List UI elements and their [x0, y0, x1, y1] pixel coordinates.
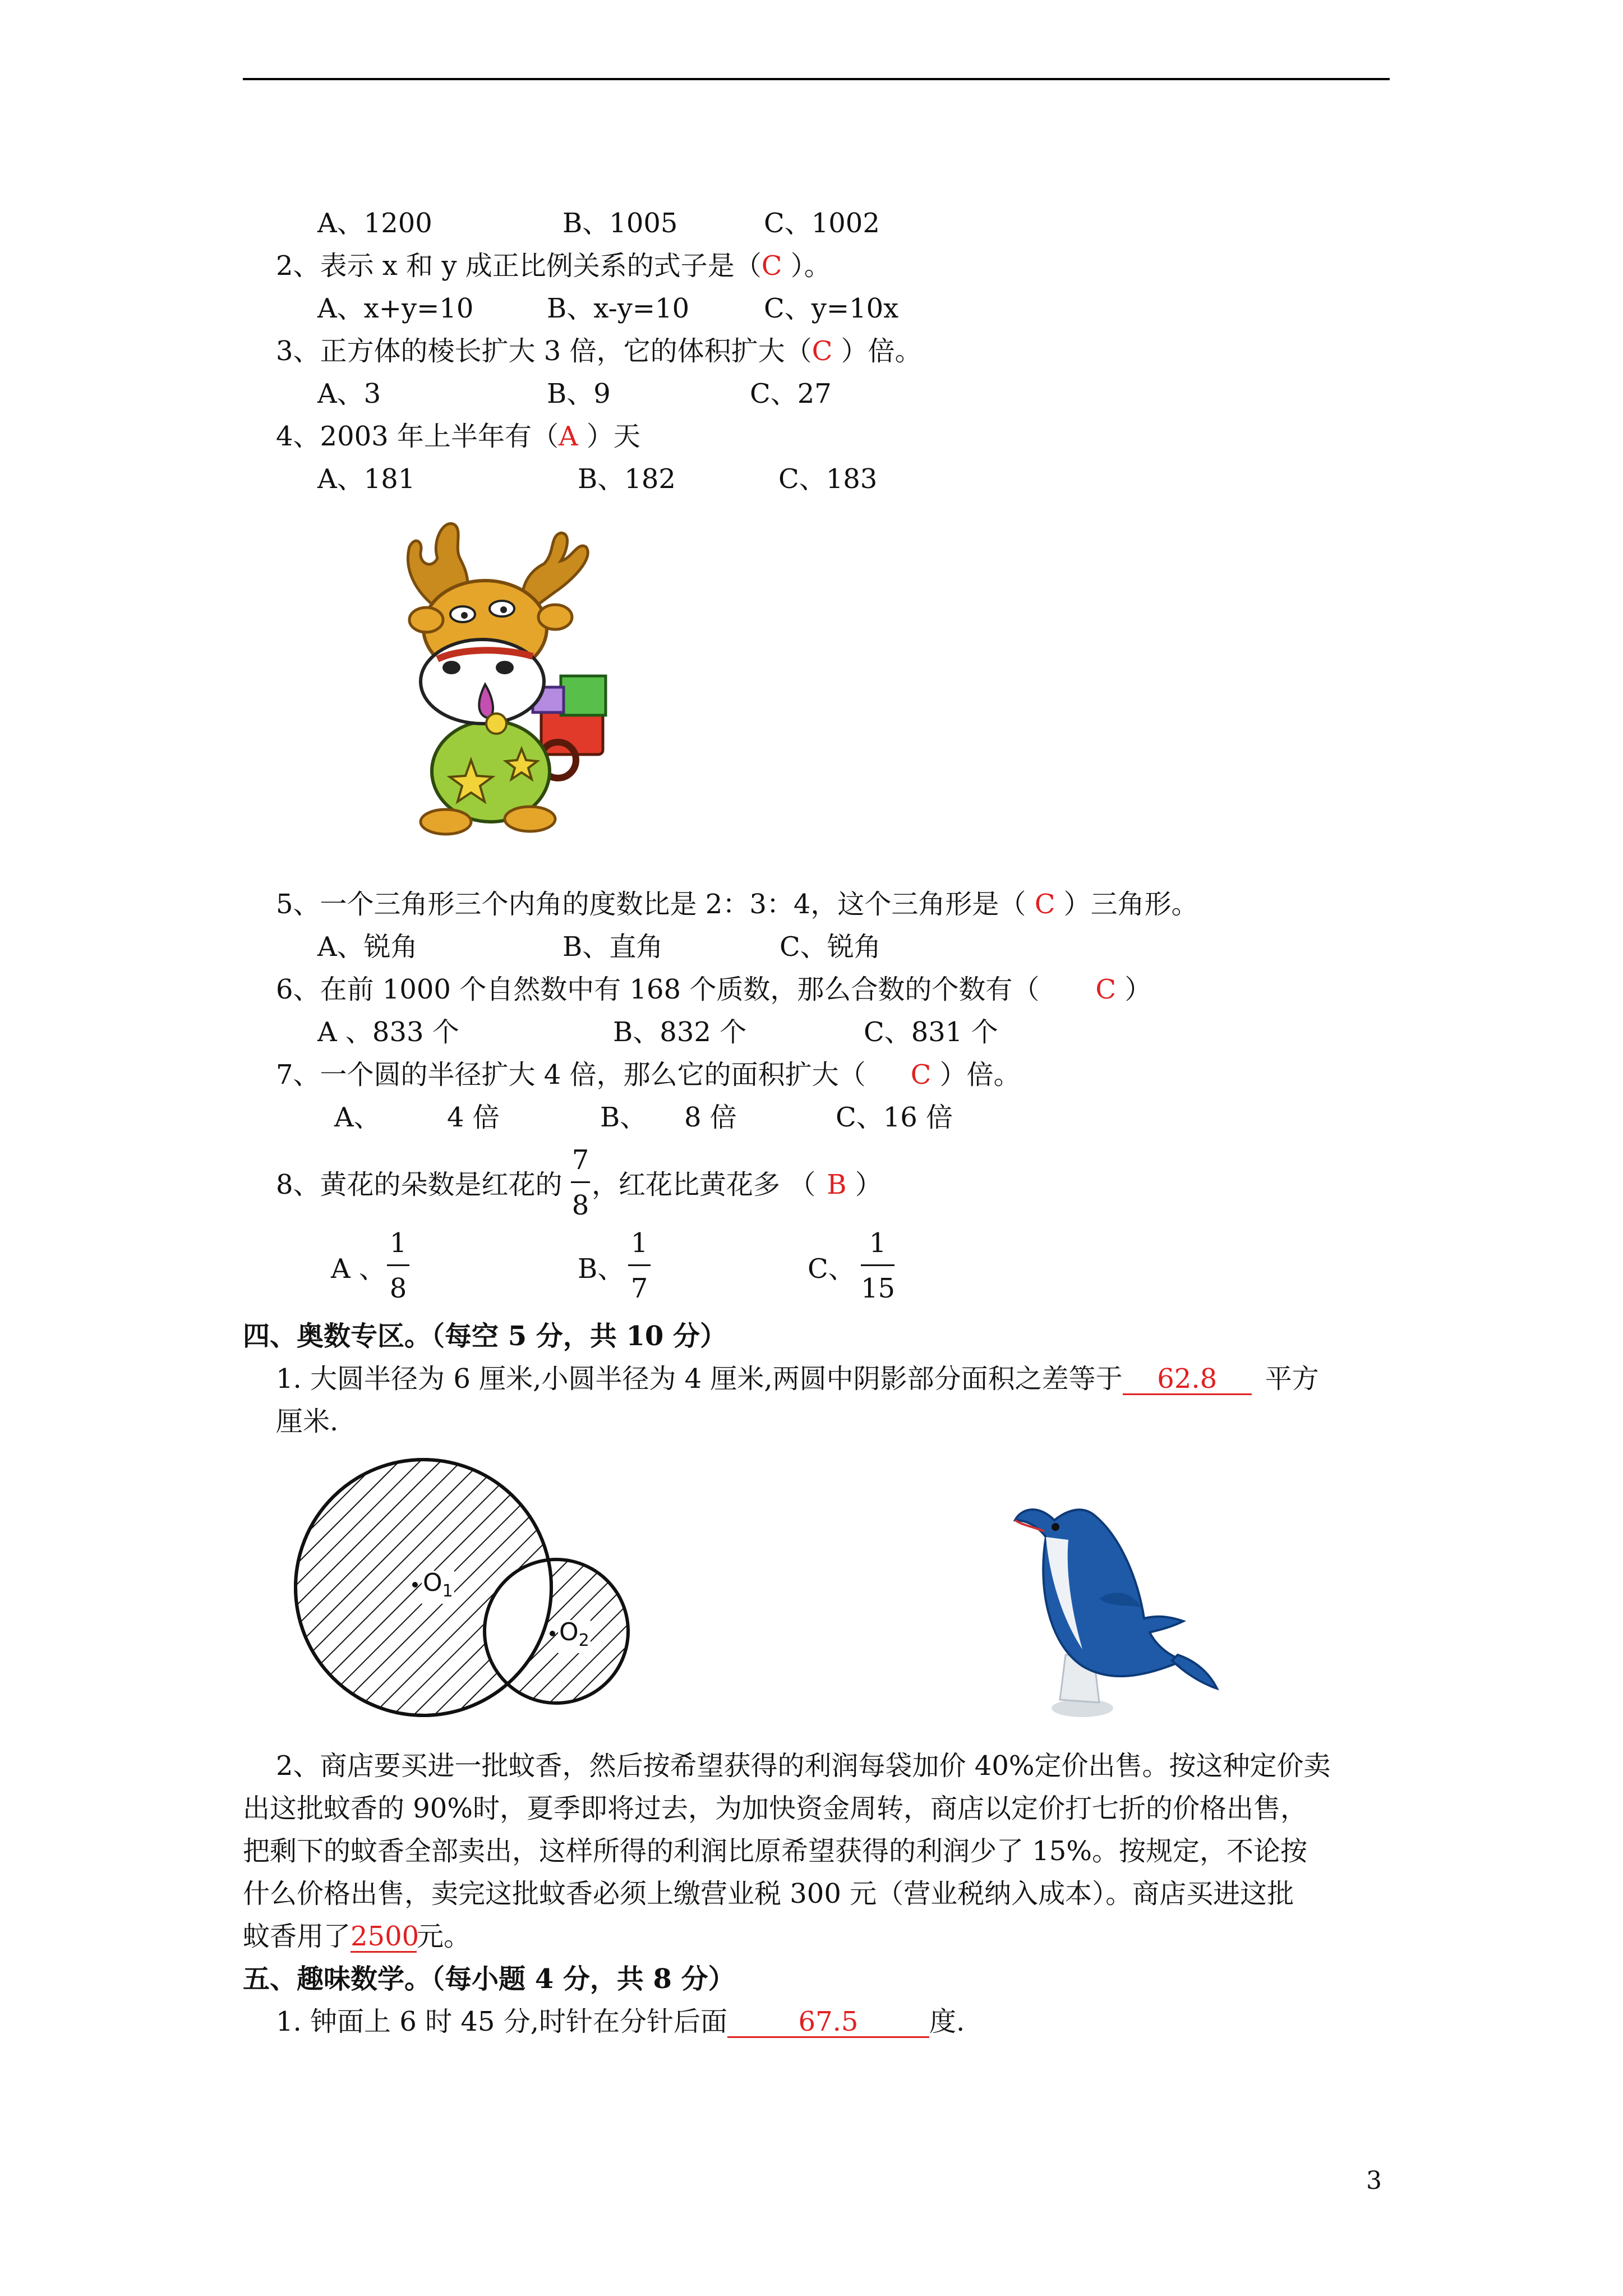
s4-q2-answer: 2500 [351, 1921, 419, 1952]
q5-question: 5、一个三角形三个内角的度数比是 2：3：4，这个三角形是（ C ）三角形。 [276, 889, 1198, 920]
q4-option-b: B、182 [578, 463, 676, 495]
s4-q1-unit: 厘米. [276, 1406, 339, 1437]
s4-q1-answer: 62.8 [1123, 1364, 1252, 1395]
q2-question: 2、表示 x 和 y 成正比例关系的式子是（C ）。 [276, 250, 831, 282]
q1-option-b: B、1005 [562, 208, 678, 239]
s4-q2-line-2: 出这批蚊香的 90%时，夏季即将过去，为加快资金周转，商店以定价打七折的价格出售， [243, 1793, 1307, 1824]
q7-question: 7、一个圆的半径扩大 4 倍，那么它的面积扩大（ C ）倍。 [276, 1059, 1021, 1091]
q5-option-a: A、锐角 [317, 931, 418, 963]
q8-fraction: 7 8 [571, 1144, 589, 1221]
cartoon-deer-illustration [393, 508, 628, 855]
q7-option-b-value: 8 倍 [684, 1102, 737, 1133]
q6-option-a: A 、833 个 [317, 1016, 459, 1048]
q6-option-c: C、831 个 [864, 1016, 998, 1048]
q4-option-a: A、181 [317, 463, 416, 495]
q8-option-a-fraction: 1 8 [387, 1227, 409, 1304]
q5-option-c: C、锐角 [780, 931, 881, 963]
page-number: 3 [1366, 2166, 1382, 2195]
q5-option-b: B、直角 [562, 931, 663, 963]
q7-answer: C [910, 1059, 932, 1091]
q8-option-c-label: C、 [808, 1253, 855, 1285]
q1-option-a: A、1200 [317, 208, 432, 239]
q8-option-a-label: A 、 [331, 1253, 386, 1285]
q8-option-b-label: B、 [578, 1253, 625, 1285]
s4-q2-line-3: 把剩下的蚊香全部卖出，这样所得的利润比原希望获得的利润少了 15%。按规定，不论按 [243, 1835, 1307, 1867]
center-label-o1: $O_1$ [422, 1571, 454, 1604]
q7-option-c: C、16 倍 [836, 1102, 953, 1133]
q7-option-a-value: 4 倍 [447, 1102, 500, 1133]
header-rule [243, 78, 1390, 80]
q6-option-b: B、832 个 [613, 1016, 747, 1048]
s4-q2-line-5: 蚊香用了2500元。 [243, 1921, 471, 1952]
q8-question: 8、黄花的朵数是红花的 [276, 1169, 562, 1200]
q6-answer: C [1095, 974, 1117, 1005]
q3-question: 3、正方体的棱长扩大 3 倍，它的体积扩大（C ）倍。 [276, 335, 922, 367]
section-5-title: 五、趣味数学。（每小题 4 分，共 8 分） [243, 1963, 735, 1995]
q3-option-a: A、3 [317, 378, 381, 409]
q3-option-b: B、9 [547, 378, 611, 409]
section-4-title: 四、奥数专区。（每空 5 分，共 10 分） [243, 1320, 727, 1352]
q2-option-a: A、x+y=10 [317, 293, 474, 324]
center-label-o2: $O_2$ [558, 1620, 591, 1653]
q4-option-c: C、183 [778, 463, 878, 495]
q2-answer: C [761, 250, 782, 282]
q7-option-a-label: A、 [334, 1102, 381, 1133]
q8-option-c-fraction: 1 15 [861, 1227, 896, 1304]
q4-question: 4、2003 年上半年有（A ）天 [276, 421, 640, 452]
circles-diagram [278, 1458, 631, 1722]
dolphin-mascot-illustration [1015, 1487, 1228, 1722]
q3-option-c: C、27 [750, 378, 832, 409]
s4-q1-text: 1. 大圆半径为 6 厘米,小圆半径为 4 厘米,两圆中阴影部分面积之差等于 62.8 平方 [276, 1363, 1319, 1395]
q3-answer: C [811, 335, 833, 367]
s5-q1-text: 1. 钟面上 6 时 45 分,时针在分针后面 67.5 度. [276, 2006, 965, 2037]
q8-answer: B [827, 1169, 847, 1200]
q4-answer: A [558, 421, 578, 452]
q2-option-b: B、x-y=10 [547, 293, 690, 324]
q7-option-b-label: B、 [600, 1102, 647, 1133]
s4-q2-line-4: 什么价格出售，卖完这批蚊香必须上缴营业税 300 元（营业税纳入成本）。商店买进这批 [243, 1878, 1294, 1910]
q5-answer: C [1034, 889, 1055, 920]
s4-q2-line-1: 2、商店要买进一批蚊香，然后按希望获得的利润每袋加价 40%定价出售。按这种定价卖 [276, 1750, 1331, 1782]
s5-q1-answer: 67.5 [727, 2007, 929, 2038]
q8-question-rest: ，红花比黄花多 （ B ） [592, 1169, 882, 1200]
q2-option-c: C、y=10x [764, 293, 899, 324]
q8-option-b-fraction: 1 7 [628, 1227, 651, 1304]
q6-question: 6、在前 1000 个自然数中有 168 个质数，那么合数的个数有（ C ） [276, 974, 1152, 1005]
q1-option-c: C、1002 [764, 208, 880, 239]
